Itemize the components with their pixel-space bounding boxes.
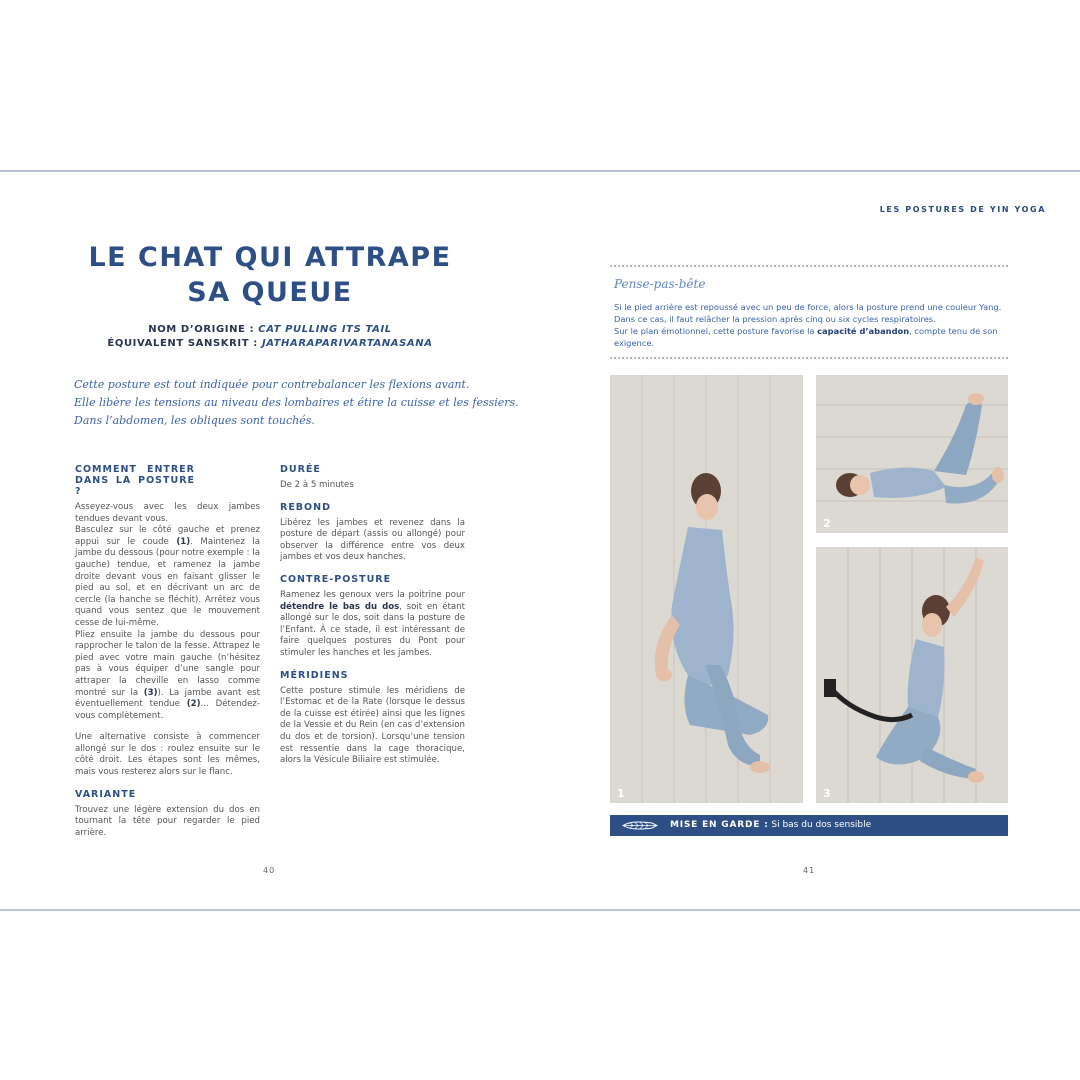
bold-phrase: détendre le bas du dos [280, 601, 400, 612]
warning-detail: Si bas du dos sensible [768, 820, 872, 830]
sanskrit-label: ÉQUIVALENT SANSKRIT : [107, 338, 262, 349]
warning-banner [610, 815, 1008, 836]
memo-title: Pense-pas-bête [614, 277, 706, 291]
photo-number: 1 [617, 787, 625, 800]
meridiens-text: Cette posture stimule les méridiens de l’Estomac et de la Rate (lorsque le dessus de la cuisse est étirée) ainsi que les lignes de la Vessie et du Rein (en cas d’extension du dos et de torsion). Lorsqu’une tension est ressentie dans la cage thoracique, alors la Vésicule Biliaire est stimulée. [280, 685, 465, 766]
origin-value: CAT PULLING ITS TAIL [258, 324, 392, 335]
memo-text: Si le pied arrière est repoussé avec un peu de force, alors la posture prend une couleur Yang. Dans ce cas, il faut relâcher la pression après cinq ou six cycles respiratoires. Sur le plan émotionnel, cette posture favorise la capacité d’abandon, compte tenu de son exigence. [614, 302, 1002, 348]
feather-icon [622, 820, 658, 831]
origin-block [60, 323, 480, 351]
page-number-right: 41 [803, 866, 816, 875]
enter-heading: COMMENT ENTRER DANS LA POSTURE ? [75, 464, 195, 497]
photo-ref: (2) [186, 699, 201, 710]
pose-illustration-1 [610, 375, 803, 803]
intro-text [74, 376, 519, 430]
intro-line: Elle libère les tensions au niveau des lombaires et étire la cuisse et les fessiers. [74, 396, 519, 409]
contre-posture-heading: CONTRE-POSTURE [280, 573, 392, 585]
photo-number: 2 [823, 517, 831, 530]
running-head: LES POSTURES DE YIN YOGA [879, 205, 1046, 214]
page-title [60, 240, 480, 310]
enter-paragraph: Pliez ensuite la jambe du dessous pour rapprocher le talon de la fesse. Attrapez le pied avec votre main gauche (n’hésitez pas à vous équiper d’une sangle pour attraper la cheville en lasso comme montré sur la (3)). La jambe avant est éventuellement tendue (2)... Détendez-vous complètement. [75, 629, 260, 721]
photo-ref: (3) [143, 687, 158, 698]
pose-illustration-2 [816, 375, 1008, 533]
bottom-rule [0, 909, 1080, 911]
contre-posture-text: Ramenez les genoux vers la poitrine pour détendre le bas du dos, soit en étant allongé sur le dos, soit dans la posture de l’Enfant. À ce stade, il est intéressant de faire quelques postures du Pont pour stimuler les hanches et les jambes. [280, 589, 465, 658]
origin-label: NOM D’ORIGINE : [148, 324, 259, 335]
photo-1 [610, 375, 803, 803]
top-rule [0, 170, 1080, 172]
warning-text [670, 815, 871, 836]
title-line-2: SA QUEUE [187, 277, 353, 308]
pose-illustration-3 [816, 547, 1008, 803]
middle-column [280, 464, 465, 767]
duree-text: De 2 à 5 minutes [280, 480, 354, 490]
enter-paragraph: Asseyez-vous avec les deux jambes tendues devant vous. [75, 502, 260, 524]
photo-number: 3 [823, 787, 831, 800]
meridiens-heading: MÉRIDIENS [280, 669, 349, 681]
rebond-heading: REBOND [280, 501, 331, 513]
memo-top-divider [610, 265, 1008, 267]
memo-bottom-divider [610, 357, 1008, 359]
duree-heading: DURÉE [280, 464, 321, 475]
photo-2 [816, 375, 1008, 533]
left-column [75, 464, 260, 839]
title-line-1: LE CHAT QUI ATTRAPE [88, 242, 452, 273]
variante-heading: VARIANTE [75, 788, 137, 800]
rebond-text: Libérez les jambes et revenez dans la posture de départ (assis ou allongé) pour observer la différence entre vos deux jambes et vos deux hanches. [280, 517, 465, 563]
bold-phrase: capacité d’abandon [817, 326, 910, 336]
photo-3 [816, 547, 1008, 803]
enter-paragraph: Basculez sur le côté gauche et prenez appui sur le coude (1). Maintenez la jambe du dessous (pour notre exemple : la gauche) tendue, et ramenez la jambe droite devant vous en faisant glisser le pied au sol, et en décrivant un arc de cercle (la hanche se fléchit). Arrêtez vous quand vous sentez que le mouvement cesse de lui-même. [75, 525, 260, 628]
sanskrit-value: JATHARAPARIVARTANASANA [261, 338, 433, 349]
intro-line: Cette posture est tout indiquée pour contrebalancer les flexions avant. [74, 378, 470, 391]
warning-label: MISE EN GARDE : [670, 820, 769, 830]
intro-line: Dans l’abdomen, les obliques sont touchés. [74, 414, 315, 427]
page-number-left: 40 [263, 866, 276, 875]
enter-paragraph: Une alternative consiste à commencer allongé sur le dos : roulez ensuite sur le côté droit. Les étapes sont les mêmes, mais vous resterez alors sur le flanc. [75, 732, 260, 778]
photo-ref: (1) [176, 536, 191, 547]
variante-text: Trouvez une légère extension du dos en tournant la tête pour regarder le pied arrière. [75, 804, 260, 838]
